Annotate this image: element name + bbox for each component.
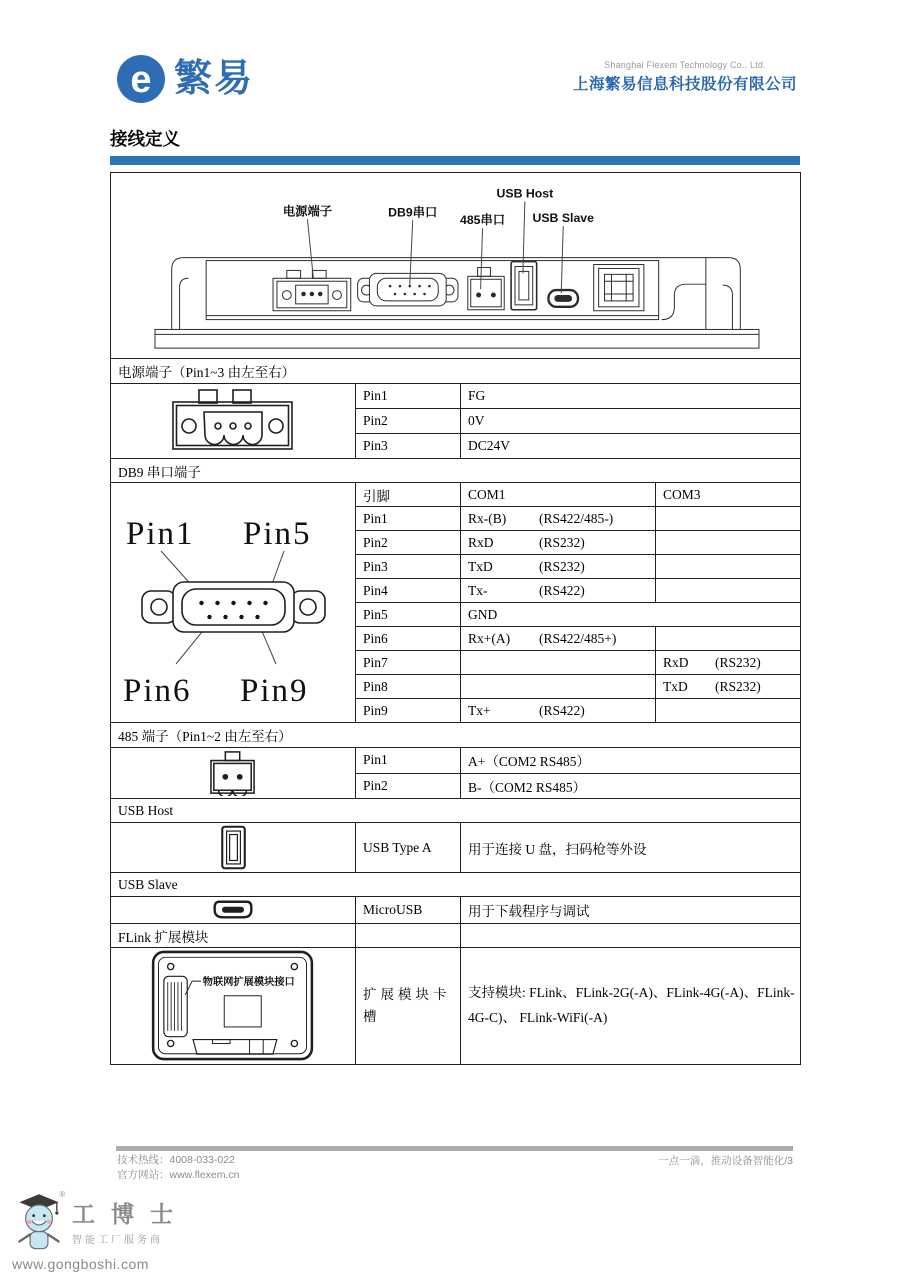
db9-pin5-value: GND [461, 603, 801, 627]
db9-pin4-com1: Tx- (RS422) [461, 579, 656, 603]
footer-hotline: 技术热线：4008-033-022 [117, 1154, 235, 1166]
power-connector-cell [111, 384, 356, 459]
company-name-cn: 上海繁易信息科技股份有限公司 [572, 76, 797, 93]
accent-bar [110, 156, 800, 165]
power-pin3-value: DC24V [461, 434, 801, 459]
usb-host-connector-type: USB Type A [356, 823, 461, 873]
header-logo [116, 54, 254, 104]
db9-pin4-com3 [656, 579, 801, 603]
db9-pin9-com1: Tx+ (RS422) [461, 699, 656, 723]
db9-pin2-com3 [656, 531, 801, 555]
flink-empty-cell-1 [356, 924, 461, 948]
device-diagram-cell [111, 173, 801, 359]
watermark-name: 工博士 [72, 1202, 189, 1227]
diagram-label-485: 485串口 [460, 213, 506, 228]
diagram-label-power: 电源端子 [282, 204, 333, 219]
db9-pin6-callout: Pin6 [122, 672, 192, 709]
db9-pin9-com3 [656, 699, 801, 723]
db9-connector-cell [111, 483, 356, 723]
usb-host-description: 用于连接 U 盘，扫码枪等外设 [461, 823, 801, 873]
485-pin1-value: A+（COM2 RS485） [461, 748, 801, 774]
485-section-title: 485 端子（Pin1~2 由左至右） [111, 723, 801, 748]
db9-pin3-com1: TxD (RS232) [461, 555, 656, 579]
gongboshi-watermark [12, 1188, 189, 1272]
db9-pin3-com3 [656, 555, 801, 579]
db9-pin9-callout: Pin9 [239, 672, 309, 709]
flexem-logo-icon [116, 54, 166, 104]
usb-slave-description: 用于下载程序与调试 [461, 897, 801, 924]
flink-slot-callout: 物联网扩展模块接口 [202, 977, 295, 989]
db9-section-title: DB9 串口端子 [111, 459, 801, 483]
db9-pin1-label: Pin1 [356, 507, 461, 531]
485-connector-cell [111, 748, 356, 799]
db9-pin6-com3 [656, 627, 801, 651]
485-pin2-value: B-（COM2 RS485） [461, 773, 801, 799]
registered-mark: ® [59, 1189, 66, 1199]
485-connector-drawing [208, 750, 258, 796]
diagram-label-usb-host: USB Host [496, 186, 554, 201]
db9-pin7-com1 [461, 651, 656, 675]
db9-pin8-com1 [461, 675, 656, 699]
usb-a-port-drawing [220, 825, 247, 870]
usb-host-section-title: USB Host [111, 799, 801, 823]
flink-connector-type: 扩展模块卡槽 [356, 948, 461, 1065]
db9-pin1-callout: Pin1 [125, 515, 195, 552]
diagram-label-usb-slave: USB Slave [532, 211, 594, 226]
micro-usb-port-drawing [211, 899, 255, 921]
company-block [573, 60, 797, 94]
footer-slogan: 一点一滴，推动设备智能化/3 [658, 1155, 793, 1167]
db9-connector-drawing [116, 494, 351, 712]
company-name-en: Shanghai Flexem Technology Co., Ltd. [604, 60, 766, 70]
db9-pin2-label: Pin2 [356, 531, 461, 555]
power-section-title: 电源端子（Pin1~3 由左至右） [111, 359, 801, 384]
usb-slave-section-title: USB Slave [111, 873, 801, 897]
power-pin1-label: Pin1 [356, 384, 461, 409]
db9-pin8-com3: TxD (RS232) [656, 675, 801, 699]
db9-pin3-label: Pin3 [356, 555, 461, 579]
logo-glyph: e [130, 59, 152, 101]
power-pin2-label: Pin2 [356, 409, 461, 434]
485-pin1-label: Pin1 [356, 748, 461, 774]
485-pin2-label: Pin2 [356, 773, 461, 799]
flink-section-title: FLink 扩展模块 [111, 924, 356, 948]
device-bottom-view-drawing [113, 175, 799, 356]
db9-col-pin: 引脚 [356, 483, 461, 507]
db9-pin6-label: Pin6 [356, 627, 461, 651]
usb-host-connector-cell [111, 823, 356, 873]
db9-pin5-callout: Pin5 [242, 515, 312, 552]
watermark-url: www.gongboshi.com [12, 1256, 149, 1272]
logo-text: 繁易 [174, 58, 255, 100]
db9-pin8-label: Pin8 [356, 675, 461, 699]
power-connector-drawing [171, 388, 295, 454]
db9-pin9-label: Pin9 [356, 699, 461, 723]
footer-divider [116, 1146, 793, 1151]
power-pin1-value: FG [461, 384, 801, 409]
device-back-view-drawing [148, 950, 318, 1062]
db9-pin5-label: Pin5 [356, 603, 461, 627]
watermark-tagline: 智能工厂服务商 [72, 1235, 163, 1246]
db9-pin1-com1: Rx-(B) (RS422/485-) [461, 507, 656, 531]
flink-description: 支持模块: FLink、FLink-2G(-A)、FLink-4G(-A)、FLink-4G-C)、 FLink-WiFi(-A) [461, 948, 801, 1065]
page-title: 接线定义 [110, 129, 180, 149]
db9-pin7-label: Pin7 [356, 651, 461, 675]
flink-module-cell [111, 948, 356, 1065]
db9-col-com3: COM3 [656, 483, 801, 507]
db9-col-com1: COM1 [461, 483, 656, 507]
db9-pin7-com3: RxD (RS232) [656, 651, 801, 675]
db9-pin2-com1: RxD (RS232) [461, 531, 656, 555]
diagram-label-db9: DB9串口 [388, 205, 438, 220]
db9-pin4-label: Pin4 [356, 579, 461, 603]
db9-pin1-com3 [656, 507, 801, 531]
power-pin2-value: 0V [461, 409, 801, 434]
db9-pin6-com1: Rx+(A) (RS422/485+) [461, 627, 656, 651]
footer-website: 官方网站：www.flexem.cn [117, 1169, 240, 1181]
usb-slave-connector-type: MicroUSB [356, 897, 461, 924]
footer-contact [117, 1153, 240, 1183]
flink-empty-cell-2 [461, 924, 801, 948]
gongboshi-mascot-icon [12, 1188, 66, 1254]
usb-slave-connector-cell [111, 897, 356, 924]
power-pin3-label: Pin3 [356, 434, 461, 459]
wiring-definition-table [110, 172, 801, 1065]
